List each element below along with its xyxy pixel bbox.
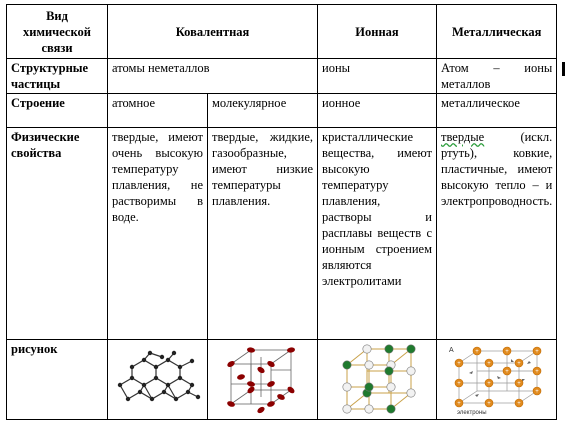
electrons-caption: электроны bbox=[456, 409, 487, 416]
svg-text:+: + bbox=[486, 400, 491, 407]
metallic-crystal-lattice-image bbox=[445, 343, 549, 417]
particles-row bbox=[7, 59, 557, 94]
particles-ionic: ионы bbox=[318, 59, 437, 94]
svg-text:+: + bbox=[504, 348, 509, 355]
structure-row bbox=[7, 94, 557, 128]
ionic-lattice-cell bbox=[318, 340, 437, 420]
properties-molecular: твердые, жидкие, газообразные, имеют низкие температуры плавления. bbox=[208, 128, 318, 340]
svg-text:+: + bbox=[516, 360, 521, 367]
svg-text:+: + bbox=[516, 380, 521, 387]
structure-molecular: молекулярное bbox=[208, 94, 318, 128]
metallic-lattice-cell bbox=[437, 340, 557, 420]
header-covalent: Ковалентная bbox=[108, 5, 318, 59]
particles-label: Структурные частицы bbox=[7, 59, 108, 94]
molecular-crystal-lattice-image bbox=[223, 344, 303, 416]
structure-label: Строение bbox=[7, 94, 108, 128]
metallic-lattice-letter: A bbox=[448, 346, 454, 354]
svg-text:+: + bbox=[456, 380, 461, 387]
svg-text:+: + bbox=[534, 368, 539, 375]
svg-text:+: + bbox=[474, 348, 479, 355]
structure-atomic: атомное bbox=[108, 94, 208, 128]
spellcheck-underlined-word: твердые bbox=[441, 130, 485, 144]
properties-label: Физические свойства bbox=[7, 128, 108, 340]
picture-row bbox=[7, 340, 557, 420]
svg-text:+: + bbox=[456, 400, 461, 407]
structure-metallic: металлическое bbox=[437, 94, 557, 128]
svg-text:+: + bbox=[516, 400, 521, 407]
header-ionic: Ионная bbox=[318, 5, 437, 59]
page-edge-mark bbox=[562, 62, 565, 76]
atomic-crystal-lattice-image bbox=[110, 345, 206, 415]
properties-metallic-text: (искл. ртуть), ковкие, пластичные, имеют высокую тепло – и электропроводность. bbox=[441, 130, 553, 208]
svg-text:+: + bbox=[486, 360, 491, 367]
svg-text:+: + bbox=[486, 380, 491, 387]
picture-label: рисунок bbox=[7, 340, 108, 420]
svg-text:+: + bbox=[456, 360, 461, 367]
properties-atomic: твердые, имеют очень высокую температуру плавления, не растворимы в воде. bbox=[108, 128, 208, 340]
properties-metallic bbox=[437, 128, 557, 340]
molecular-lattice-cell bbox=[208, 340, 318, 420]
atomic-lattice-cell bbox=[108, 340, 208, 420]
chemical-bond-table bbox=[6, 4, 557, 420]
properties-row bbox=[7, 128, 557, 340]
structure-ionic: ионное bbox=[318, 94, 437, 128]
header-metallic: Металлическая bbox=[437, 5, 557, 59]
particles-covalent: атомы неметаллов bbox=[108, 59, 318, 94]
particles-metallic: Атом – ионы металлов bbox=[437, 59, 557, 94]
properties-ionic: кристаллические вещества, имеют высокую температуру плавления, растворы и расплавы веществ с ионным строением являются электролитами bbox=[318, 128, 437, 340]
header-row bbox=[7, 5, 557, 59]
svg-text:+: + bbox=[534, 388, 539, 395]
header-bond-type: Вид химической связи bbox=[7, 5, 108, 59]
ionic-crystal-lattice-image bbox=[333, 343, 421, 417]
svg-text:+: + bbox=[504, 368, 509, 375]
svg-text:+: + bbox=[534, 348, 539, 355]
